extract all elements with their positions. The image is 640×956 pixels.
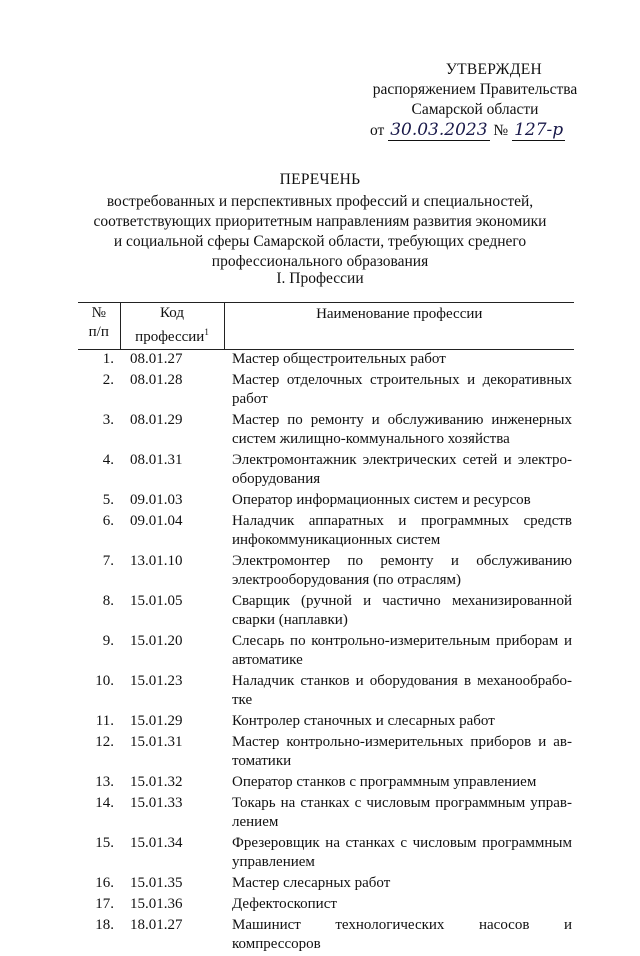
table-row (78, 552, 574, 592)
table-row (78, 874, 574, 895)
row-code: 09.01.03 (130, 492, 183, 508)
row-code: 08.01.28 (130, 372, 183, 388)
row-name: Наладчик аппаратных и программных средств инфокоммуникационных систем (232, 513, 572, 548)
subtitle-line-1: востребованных и перспективных профессий и специальностей, (106, 193, 534, 210)
approval-block (360, 60, 590, 141)
row-code: 15.01.29 (130, 713, 183, 729)
row-num: 17. (95, 896, 114, 912)
row-code: 15.01.36 (130, 896, 183, 912)
approval-line-2: Самарской области (411, 101, 539, 118)
row-name: Мастер по ремонту и обслуживанию инженерных систем жилищно-коммунального хозяйства (232, 412, 572, 447)
approval-number: 127-р (514, 120, 564, 140)
row-code: 08.01.27 (130, 351, 183, 367)
row-name: Оператор информационных систем и ресурсов (232, 492, 531, 508)
row-num: 6. (102, 513, 114, 529)
row-num: 18. (95, 917, 114, 933)
row-code: 08.01.31 (130, 452, 183, 468)
row-num: 2. (102, 372, 114, 388)
row-code: 15.01.23 (130, 673, 183, 689)
row-num: 11. (95, 713, 114, 729)
row-code: 15.01.20 (130, 633, 183, 649)
row-name: Мастер контрольно-измерительных приборов и ав-томатики (232, 734, 572, 769)
subtitle-line-2: соответствующих приоритетным направлениям развития экономики (93, 213, 547, 230)
row-name: Мастер слесарных работ (232, 875, 391, 891)
document-heading: ПЕРЕЧЕНЬ (279, 171, 361, 188)
row-num: 9. (102, 633, 114, 649)
table-row (78, 632, 574, 672)
subtitle-line-3: и социальной сферы Самарской области, требующих среднего (113, 233, 527, 250)
approval-date: 30.03.2023 (390, 120, 488, 140)
table-row (78, 491, 574, 512)
row-name: Дефектоскопист (232, 896, 337, 912)
row-num: 15. (95, 835, 114, 851)
footnote-marker: 1 (204, 327, 209, 337)
header-code-line1: Код (160, 305, 184, 321)
row-num: 4. (102, 452, 114, 468)
row-name: Контролер станочных и слесарных работ (232, 713, 495, 729)
table-row (78, 512, 574, 552)
row-name: Слесарь по контрольно-измерительным приборам и автоматике (232, 633, 572, 668)
table-row (78, 794, 574, 834)
row-code: 15.01.32 (130, 774, 183, 790)
header-num-line1: № (91, 305, 106, 321)
table-header-row (78, 303, 574, 350)
row-name: Токарь на станках с числовым программным управ-лением (232, 795, 572, 830)
row-name: Электромонтер по ремонту и обслуживанию электрооборудования (по отраслям) (232, 553, 572, 588)
row-code: 15.01.05 (130, 593, 183, 609)
row-num: 5. (102, 492, 114, 508)
row-num: 16. (95, 875, 114, 891)
table-row (78, 712, 574, 733)
row-num: 10. (95, 673, 114, 689)
date-prefix: от (370, 122, 385, 139)
table-row (78, 411, 574, 451)
row-name: Оператор станков с программным управлением (232, 774, 537, 790)
row-code: 18.01.27 (130, 917, 183, 933)
number-prefix: № (493, 122, 509, 139)
row-name: Фрезеровщик на станках с числовым программным управлением (232, 835, 572, 870)
row-name: Мастер общестроительных работ (232, 351, 446, 367)
row-code: 15.01.33 (130, 795, 183, 811)
table-row (78, 773, 574, 794)
table-row (78, 834, 574, 874)
row-code: 08.01.29 (130, 412, 183, 428)
row-code: 15.01.31 (130, 734, 183, 750)
row-num: 13. (95, 774, 114, 790)
row-name: Мастер отделочных строительных и декоративных работ (232, 372, 572, 407)
approval-line-1: распоряжением Правительства (372, 81, 578, 98)
approval-title: УТВЕРЖДЕН (445, 61, 542, 78)
row-num: 7. (102, 553, 114, 569)
row-name: Наладчик станков и оборудования в механообрабо-тке (232, 673, 572, 708)
header-num (78, 303, 120, 350)
approval-date-line (360, 120, 590, 141)
row-code: 15.01.34 (130, 835, 183, 851)
table-row (78, 916, 574, 956)
row-num: 12. (95, 734, 114, 750)
table-row (78, 371, 574, 411)
row-code: 09.01.04 (130, 513, 183, 529)
header-code-line2: профессии (135, 329, 205, 345)
row-num: 14. (95, 795, 114, 811)
table-row (78, 451, 574, 491)
section-title: I. Профессии (276, 270, 364, 287)
row-name: Машинист технологических насосов и компрессоров (232, 917, 572, 952)
row-num: 1. (102, 351, 114, 367)
header-code (120, 303, 224, 350)
table-row (78, 350, 574, 372)
table-row (78, 592, 574, 632)
document-title (80, 170, 560, 272)
row-code: 13.01.10 (130, 553, 183, 569)
table-row (78, 895, 574, 916)
professions-table (78, 302, 574, 956)
header-name: Наименование профессии (224, 303, 574, 350)
row-num: 8. (102, 593, 114, 609)
table-row (78, 733, 574, 773)
row-num: 3. (102, 412, 114, 428)
table-row (78, 672, 574, 712)
row-name: Электромонтажник электрических сетей и электро-оборудования (232, 452, 572, 487)
header-code-line2-wrap (123, 323, 222, 347)
row-name: Сварщик (ручной и частично механизированной сварки (наплавки) (232, 593, 572, 628)
subtitle-line-4: профессионального образования (211, 253, 429, 270)
row-code: 15.01.35 (130, 875, 183, 891)
header-num-line2: п/п (88, 324, 109, 340)
